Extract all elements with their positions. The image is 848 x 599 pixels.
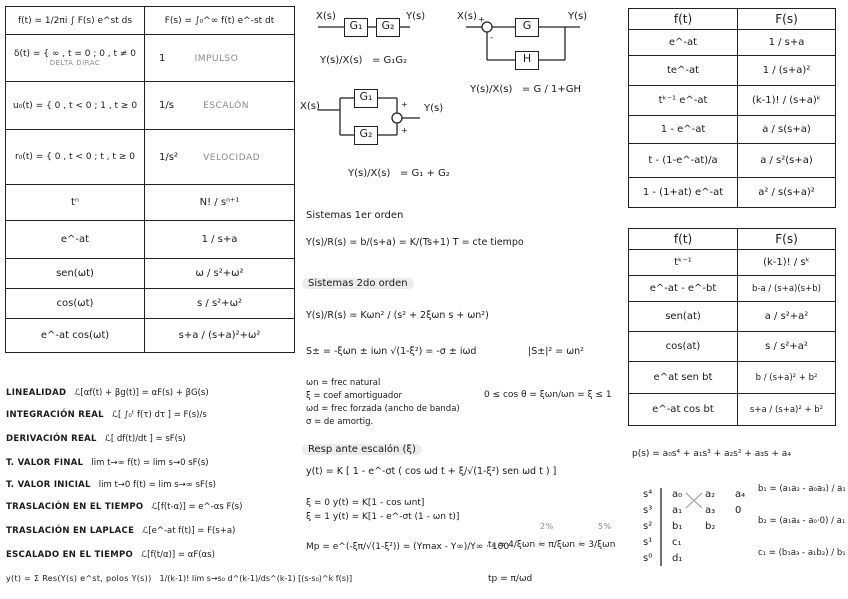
delta-sub: DELTA DIRAC [49,59,101,67]
second-order-title: Sistemas 2do orden [302,278,414,289]
property-row: TRASLACIÓN EN LAPLACE ℒ[e^-at f(t)] = F(s+a) [6,526,236,536]
row-f: e^-at cos(ωt) [6,319,145,353]
row-f: sen(ωt) [6,259,145,289]
feedback-eq-left: Y(s)/X(s) [470,84,513,95]
property-row: T. VALOR INICIAL lim t→0 f(t) = lim s→∞ sF(s) [6,480,216,490]
laplace-table-2 [628,8,836,208]
row-F: s / s²+ω² [145,289,295,319]
row-f: e^-at [629,30,738,56]
delta-def: δ(t) = { ∞ , t = 0 ; 0 , t ≠ 0 [13,49,137,59]
step-ts-5pct: 5% [598,522,612,531]
row-f: tᵏ⁻¹ e^-at [629,86,738,116]
header-fs: F(s) [738,9,836,30]
header-ft: f(t) = 1/2πi ∫ F(s) e^st ds [6,7,145,35]
row-F: (k-1)! / sᵏ [738,250,836,276]
row-F: (k-1)! / (s+a)ᵏ [738,86,836,116]
row-F: a² / s(s+a)² [738,178,836,208]
def-wn: ωn = frec natural [306,378,381,388]
routh-row: s⁴ [643,489,653,500]
routh-cell: b₂ [705,521,716,532]
row-f: t - (1-e^-at)/a [629,144,738,178]
row-f: 1 - (1+at) e^-at [629,178,738,208]
impulse-F: 1 [159,52,166,64]
step-F: 1/s [159,100,174,111]
routh-cell: 0 [735,505,742,516]
row-F: s+a / (s+a)² + b² [738,394,836,426]
step-y: y(t) = K [ 1 - e^-σt ( cos ωd t + ξ/√(1-ξ²) sen ωd t ) ] [306,466,557,477]
row-F: b-a / (s+a)(s+b) [738,276,836,302]
parallel-output: Y(s) [424,103,444,114]
header-fs: F(s) [738,229,836,250]
routh-cell: a₁ [672,505,683,516]
routh-row: s³ [643,505,653,516]
ramp-name: VELOCIDAD [203,152,261,163]
series-input: X(s) [316,11,336,22]
row-f: e^at sen bt [629,362,738,394]
parallel-eq-left: Y(s)/X(s) [348,168,391,179]
feedback-block-h: H [515,51,539,70]
row-F: a / s²+a² [738,302,836,332]
routh-cell: a₄ [735,489,746,500]
impulse-name: IMPULSO [194,53,239,64]
routh-cell: c₁ [672,537,682,548]
routh-cell: b₁ [672,521,683,532]
ramp-F: 1/s² [159,151,178,163]
feedback-minus: - [490,33,494,43]
property-row: T. VALOR FINAL lim t→∞ f(t) = lim s→0 sF(s) [6,458,209,468]
row-F: b / (s+a)² + b² [738,362,836,394]
row-F: s+a / (s+a)²+ω² [145,319,295,353]
row-F: a / s²(s+a) [738,144,836,178]
second-order-modulus: |S±|² = ωn² [528,346,584,357]
routh-cell: a₀ [672,489,683,500]
laplace-table-3 [628,228,836,426]
parallel-plus-top: + [401,100,408,109]
routh-polynomial: p(s) = a₀s⁴ + a₁s³ + a₂s² + a₃s + a₄ [632,449,791,459]
parallel-eq-right: = G₁ + G₂ [400,168,450,179]
row-f: tⁿ [6,185,145,221]
step-title: Resp ante escalón (ξ) [302,444,422,455]
routh-c1: c₁ = (b₁a₃ - a₁b₂) / b₁ [758,548,846,558]
series-block-g2: G₂ [376,18,400,37]
property-row: TRASLACIÓN EN EL TIEMPO ℒ[f(t-α)] = e^-αs F(s) [6,502,243,512]
routh-cell: a₃ [705,505,716,516]
property-row: LINEALIDAD ℒ[αf(t) + βg(t)] = αF(s) + βG(s) [6,388,209,398]
row-F [145,82,295,130]
row-F: 1 / s+a [145,221,295,259]
second-order-poles: S± = -ξωn ± iωn √(1-ξ²) = -σ ± iωd [306,346,477,357]
routh-row: s⁰ [643,553,653,564]
row-F [145,35,295,82]
routh-b2: b₂ = (a₁a₄ - a₀·0) / a₁ [758,516,846,526]
header-ft: f(t) [629,229,738,250]
routh-cell: a₂ [705,489,716,500]
feedback-plus: + [478,15,485,24]
def-wd: ωd = frec forzada (ancho de banda) [306,404,460,414]
parallel-block-g2: G₂ [354,126,378,145]
feedback-eq-right: = G / 1+GH [522,84,582,95]
routh-b1: b₁ = (a₁a₂ - a₀a₃) / a₁ [758,484,846,494]
feedback-block-g: G [515,18,539,37]
parallel-block-g1: G₁ [354,89,378,108]
header-ft: f(t) [629,9,738,30]
series-block-g1: G₁ [344,18,368,37]
row-F: 1 / (s+a)² [738,56,836,86]
routh-row: s² [643,521,653,532]
routh-row: s¹ [643,537,653,548]
parallel-plus-bottom: + [401,126,408,135]
row-f: te^-at [629,56,738,86]
step-xi1: ξ = 1 y(t) = K[1 - e^-σt (1 - ωn t)] [306,512,460,522]
row-f: cos(ωt) [6,289,145,319]
def-sigma: σ = de amortig. [306,417,374,427]
row-f: u₀(t) = { 0 , t < 0 ; 1 , t ≥ 0 [6,82,145,130]
row-f: cos(at) [629,332,738,362]
row-F: s / s²+a² [738,332,836,362]
feedback-output: Y(s) [568,11,588,22]
row-F: 1 / s+a [738,30,836,56]
row-f [6,35,145,82]
row-F: ω / s²+ω² [145,259,295,289]
row-f: e^-at - e^-bt [629,276,738,302]
first-order-title: Sistemas 1er orden [306,210,404,221]
step-tp: tp = π/ωd [488,574,533,584]
parallel-input: X(s) [300,101,320,112]
row-f: r₀(t) = { 0 , t < 0 ; t , t ≥ 0 [6,130,145,185]
step-mp: Mp = e^(-ξπ/√(1-ξ²)) = (Ymax - Y∞)/Y∞ · 100 [306,542,510,552]
row-F: N! / sⁿ⁺¹ [145,185,295,221]
step-xi0: ξ = 0 y(t) = K[1 - cos ωnt] [306,498,425,508]
laplace-table-basic [5,6,295,353]
def-xi: ξ = coef amortiguador [306,391,403,401]
first-order-eq: Y(s)/R(s) = b/(s+a) = K/(Ts+1) T = cte tiempo [306,237,524,248]
property-row: DERIVACIÓN REAL ℒ[ df(t)/dt ] = sF(s) [6,434,186,444]
routh-cell: d₁ [672,553,683,564]
step-name: ESCALÓN [203,101,249,111]
feedback-input: X(s) [457,11,477,22]
row-f: e^-at cos bt [629,394,738,426]
row-f: e^-at [6,221,145,259]
row-f: tᵏ⁻¹ [629,250,738,276]
step-ts: tₛ = 4/ξωn ≈ π/ξωn ≈ 3/ξωn [488,540,616,550]
property-row: INTEGRACIÓN REAL ℒ[ ∫₀ᵗ f(τ) dτ ] = F(s)/s [6,410,207,420]
series-eq-left: Y(s)/X(s) [320,55,363,66]
property-row: y(t) = Σ Res(Y(s) e^st, polos Y(s)) 1/(k-1)! lim s→s₀ d^(k-1)/ds^(k-1) [(s-s₀)^k f(s)] [6,574,353,583]
row-F [145,130,295,185]
cos-theta: 0 ≤ cos θ = ξωn/ωn = ξ ≤ 1 [484,390,612,400]
second-order-eq: Y(s)/R(s) = Kωn² / (s² + 2ξωn s + ωn²) [306,310,489,321]
row-f: sen(at) [629,302,738,332]
row-F: a / s(s+a) [738,116,836,144]
property-row: ESCALADO EN EL TIEMPO ℒ[f(t/α)] = αF(αs) [6,550,215,560]
header-fs: F(s) = ∫₀^∞ f(t) e^-st dt [145,7,295,35]
series-eq-right: = G₁G₂ [372,55,408,66]
step-ts-2pct: 2% [540,522,554,531]
row-f: 1 - e^-at [629,116,738,144]
series-output: Y(s) [406,11,426,22]
